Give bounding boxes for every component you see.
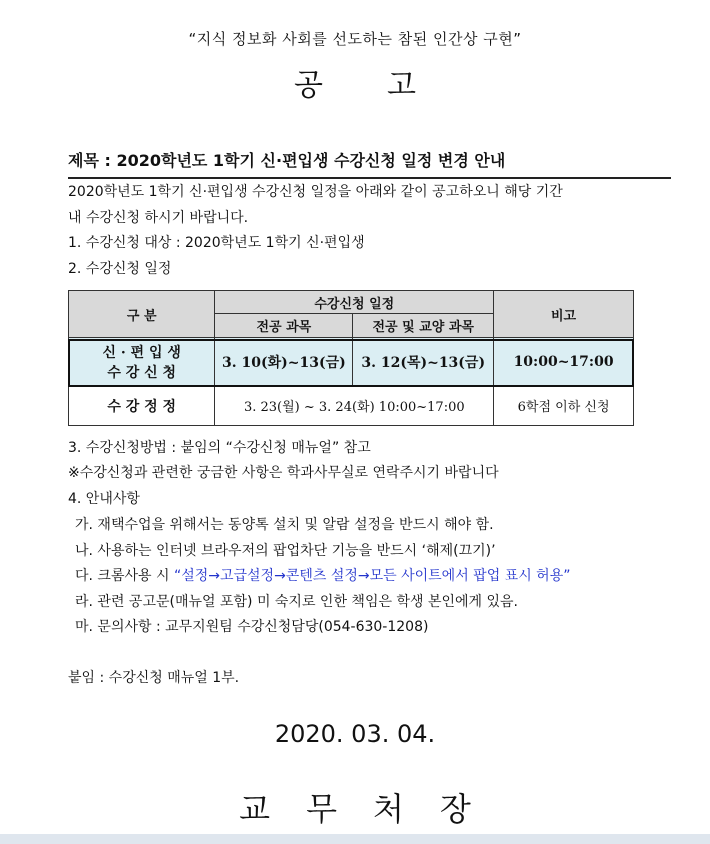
item-1-target: 1. 수강신청 대상 : 2020학년도 1학기 신·편입생 [68, 235, 365, 251]
item-4-guide: 4. 안내사항 [68, 491, 140, 507]
row1-label-line1: 신 · 편 입 생 [102, 344, 181, 361]
row2-note: 6학점 이하 신청 [494, 386, 634, 426]
guide-na: 나. 사용하는 인터넷 브라우저의 팝업차단 기능을 반드시 ‘해제(끄기)’ [75, 543, 496, 559]
signature-char-2: 무 [306, 790, 337, 828]
signature [0, 784, 710, 830]
row1-note: 10:00~17:00 [494, 338, 634, 386]
signature-char-1: 교 [239, 790, 271, 828]
attachment-note: 붙임 : 수강신청 매뉴얼 1부. [68, 670, 240, 686]
notice-heading [0, 60, 710, 104]
header-group: 구 분 [69, 291, 215, 338]
row1-major-liberal: 3. 12(목)~13(금) [353, 338, 494, 386]
intro-line-2: 내 수강신청 하시기 바랍니다. [68, 210, 249, 226]
heading-char-2: 고 [387, 68, 416, 103]
heading-char-1: 공 [294, 68, 323, 103]
highlight-border [68, 339, 634, 387]
header-schedule: 수강신청 일정 [215, 291, 494, 314]
notice-date: 2020. 03. 04. [274, 720, 436, 748]
row1-label-line2: 수 강 신 청 [107, 364, 177, 381]
chrome-settings-path: “설정→고급설정→콘텐츠 설정→모든 사이트에서 팝업 표시 허용” [173, 568, 571, 584]
item-3-method: 3. 수강신청방법 : 붙임의 “수강신청 매뉴얼” 참고 [68, 440, 371, 456]
signature-char-3: 처 [373, 790, 404, 828]
row2-period: 3. 23(월) ~ 3. 24(화) 10:00~17:00 [215, 386, 494, 426]
item-2-schedule: 2. 수강신청 일정 [68, 261, 172, 277]
guide-ma: 마. 문의사항 : 교무지원팀 수강신청담당(054-630-1208) [75, 619, 429, 635]
signature-char-4: 장 [439, 790, 471, 828]
guide-da [75, 566, 570, 586]
intro-line-1: 2020학년도 1학기 신·편입생 수강신청 일정을 아래와 같이 공고하오니 해당 기간 [68, 184, 563, 200]
row1-major: 3. 10(화)~13(금) [215, 338, 353, 386]
header-note: 비고 [494, 291, 634, 338]
subject-divider [68, 177, 671, 179]
table-row [69, 386, 634, 426]
row2-label: 수 강 정 정 [69, 386, 215, 426]
footer-bar [0, 834, 710, 844]
header-major-liberal: 전공 및 교양 과목 [353, 314, 494, 338]
motto: “지식 정보화 사회를 선도하는 참된 인간상 구현” [188, 30, 522, 48]
inquiry-notice: ※수강신청과 관련한 궁금한 사항은 학과사무실로 연락주시기 바랍니다 [68, 465, 499, 481]
subject-title: 제목 : 2020학년도 1학기 신·편입생 수강신청 일정 변경 안내 [68, 151, 506, 170]
guide-da-prefix: 다. 크롬사용 시 [75, 568, 174, 584]
header-major: 전공 과목 [215, 314, 353, 338]
guide-ga: 가. 재택수업을 위해서는 동양톡 설치 및 알람 설정을 반드시 해야 함. [75, 517, 494, 533]
guide-ra: 라. 관련 공고문(매뉴얼 포함) 미 숙지로 인한 책임은 학생 본인에게 있음. [75, 594, 518, 610]
